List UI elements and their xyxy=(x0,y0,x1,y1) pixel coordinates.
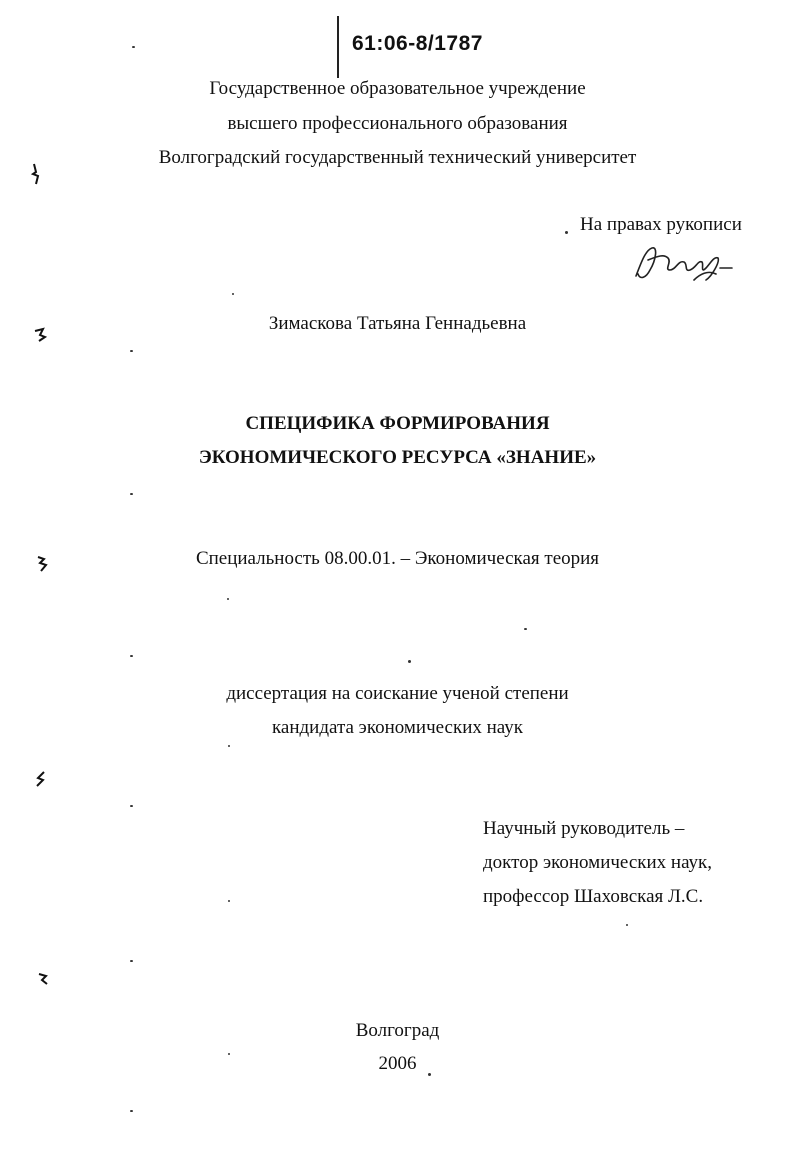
degree-line-2: кандидата экономических наук xyxy=(271,717,524,738)
specialty: Специальность 08.00.01. – Экономическая теория xyxy=(195,548,600,569)
scan-speck xyxy=(565,231,568,234)
manuscript-rights: На правах рукописи xyxy=(580,214,742,235)
archive-code: 61:06-8/1787 xyxy=(352,32,483,55)
scan-speck xyxy=(130,493,133,495)
scan-speck xyxy=(228,1053,230,1055)
scan-speck xyxy=(130,1110,133,1112)
scan-mark-icon xyxy=(36,970,50,988)
dissertation-title-line-2: ЭКОНОМИЧЕСКОГО РЕСУРСА «ЗНАНИЕ» xyxy=(198,447,597,468)
scan-mark-icon xyxy=(35,553,49,573)
scan-speck xyxy=(408,660,411,663)
signature-icon xyxy=(628,240,738,286)
supervisor-line-2: доктор экономических наук, xyxy=(483,852,713,873)
institution-line-1: Государственное образовательное учреждение xyxy=(209,78,586,99)
scan-speck xyxy=(228,900,230,902)
scan-speck xyxy=(626,924,628,926)
scan-speck xyxy=(130,805,133,807)
scan-speck xyxy=(227,598,229,600)
scan-mark-icon xyxy=(34,770,48,790)
scan-speck xyxy=(130,655,133,657)
dissertation-title-line-1: СПЕЦИФИКА ФОРМИРОВАНИЯ xyxy=(245,413,550,434)
scan-speck xyxy=(132,46,135,48)
scan-mark-icon xyxy=(30,162,44,186)
scan-speck xyxy=(428,1073,431,1076)
stamp-divider xyxy=(337,16,339,78)
author-name: Зимаскова Татьяна Геннадьевна xyxy=(268,313,527,334)
degree-line-1: диссертация на соискание ученой степени xyxy=(226,683,569,704)
scan-speck xyxy=(228,745,230,747)
city: Волгоград xyxy=(355,1020,440,1041)
supervisor-line-3: профессор Шаховская Л.С. xyxy=(483,886,704,907)
scan-speck xyxy=(130,350,133,352)
scan-speck xyxy=(232,293,234,295)
institution-line-3: Волгоградский государственный технический университет xyxy=(158,147,637,168)
scan-mark-icon xyxy=(33,325,47,343)
year: 2006 xyxy=(378,1053,417,1074)
institution-line-2: высшего профессионального образования xyxy=(227,113,568,134)
supervisor-line-1: Научный руководитель – xyxy=(483,818,685,839)
scan-speck xyxy=(524,628,527,630)
scan-speck xyxy=(130,960,133,962)
